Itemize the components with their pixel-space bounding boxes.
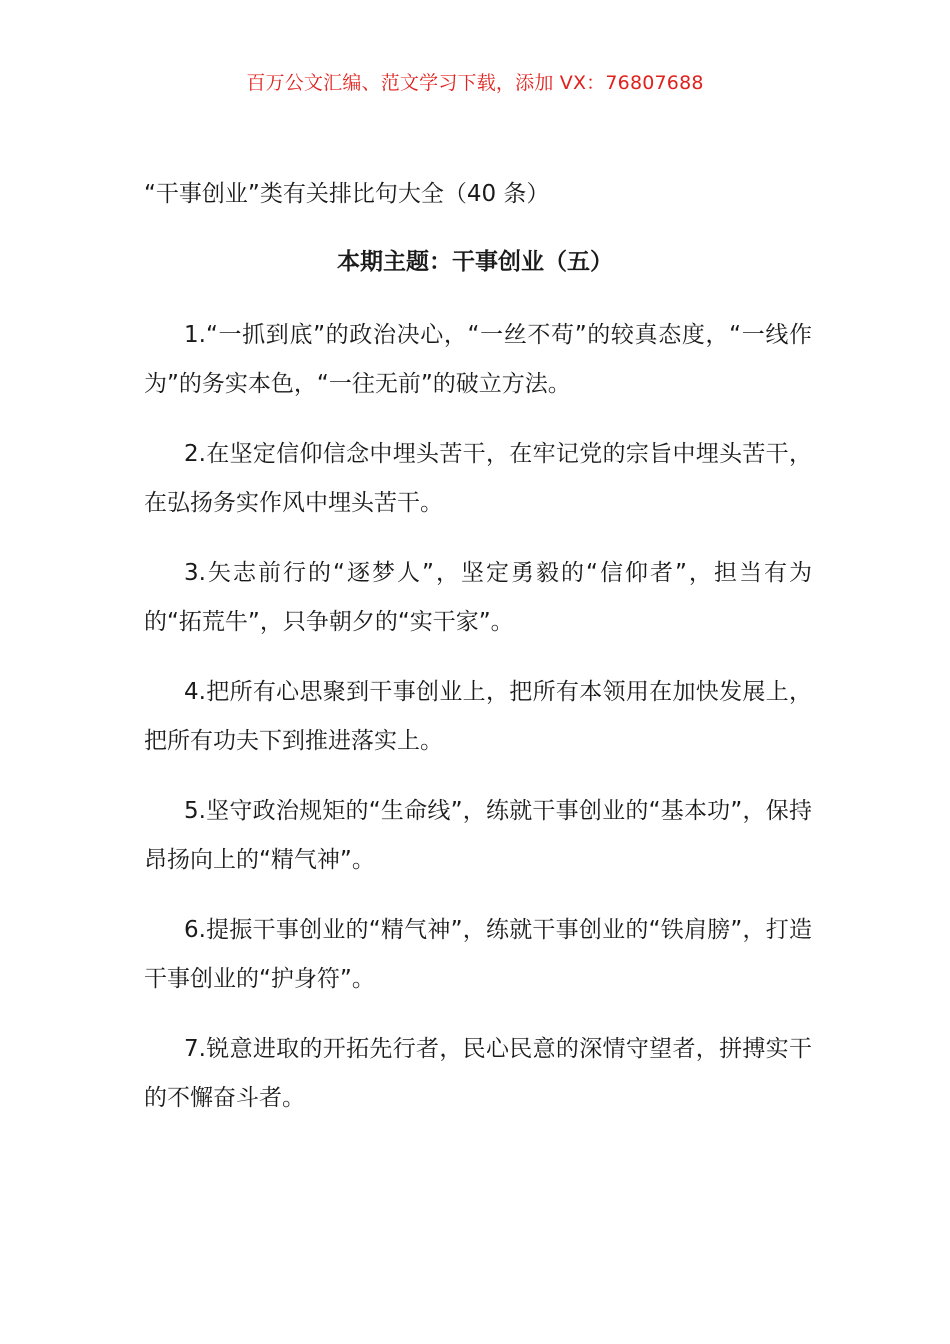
list-item: 5.坚守政治规矩的“生命线”，练就干事创业的“基本功”，保持昂扬向上的“精气神”。 xyxy=(144,798,812,873)
list-item: 1.“一抓到底”的政治决心，“一丝不苟”的较真态度，“一线作为”的务实本色，“一往无前”的破立方法。 xyxy=(144,322,812,397)
list-item: 7.锐意进取的开拓先行者，民心民意的深情守望者，拼搏实干的不懈奋斗者。 xyxy=(144,1036,812,1111)
list-item: 6.提振干事创业的“精气神”，练就干事创业的“铁肩膀”，打造干事创业的“护身符”。 xyxy=(144,917,812,992)
document-title: “干事创业”类有关排比句大全（40 条） xyxy=(144,181,550,207)
header-watermark-note: 百万公文汇编、范文学习下载，添加 VX：76807688 xyxy=(246,72,704,94)
sentence-list xyxy=(144,311,812,1144)
document-subtitle: 本期主题：干事创业（五） xyxy=(337,249,613,275)
list-item: 4.把所有心思聚到干事创业上，把所有本领用在加快发展上，把所有功夫下到推进落实上。 xyxy=(144,679,812,754)
list-item: 2.在坚定信仰信念中埋头苦干，在牢记党的宗旨中埋头苦干，在弘扬务实作风中埋头苦干。 xyxy=(144,441,812,516)
list-item: 3.矢志前行的“逐梦人”，坚定勇毅的“信仰者”，担当有为的“拓荒牛”，只争朝夕的“实干家”。 xyxy=(144,560,812,635)
